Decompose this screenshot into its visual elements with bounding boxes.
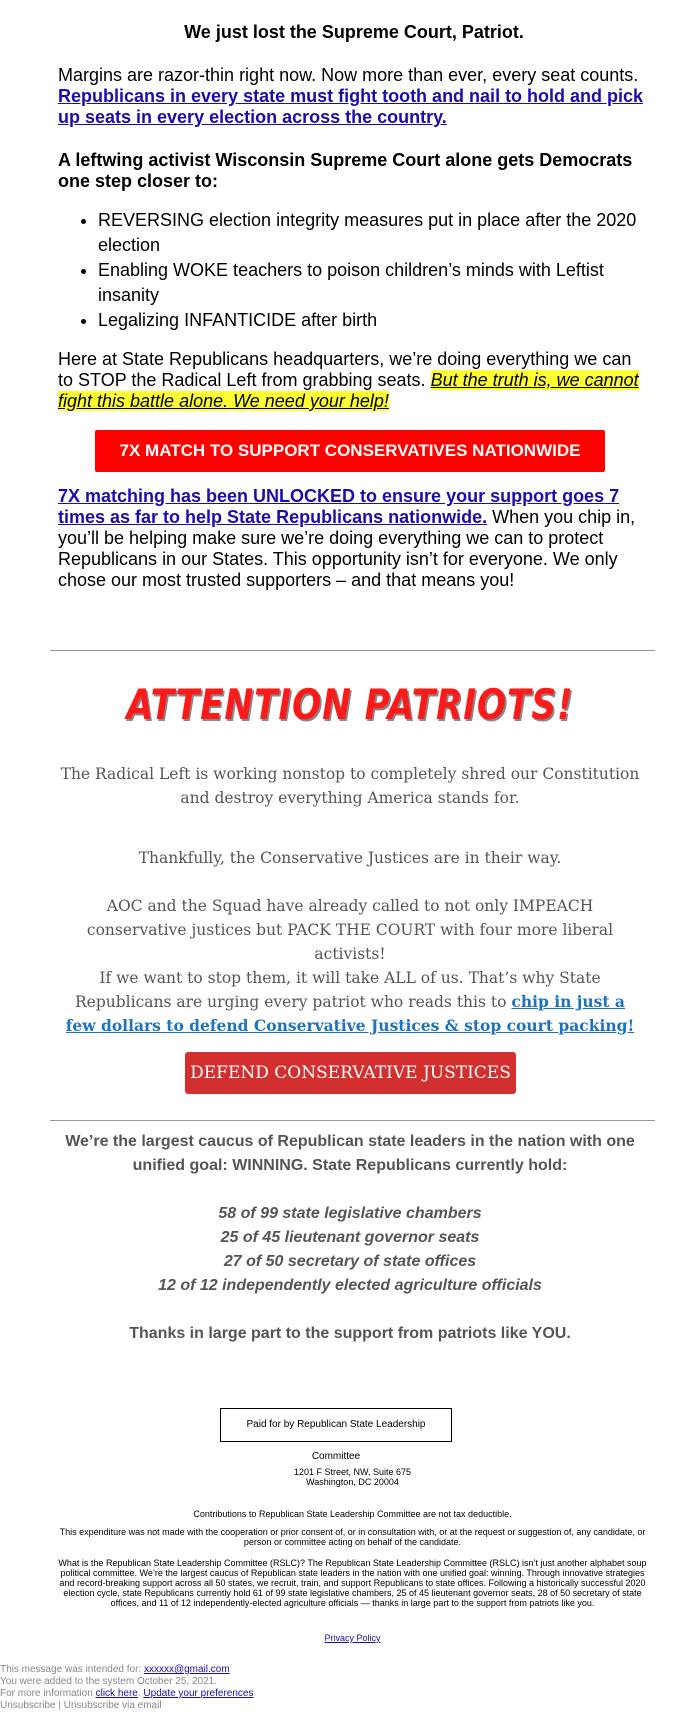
- address: [55, 1467, 650, 1487]
- stats-list: [60, 1202, 640, 1298]
- paragraph-headquarters: [58, 349, 650, 412]
- caucus-intro: We’re the largest caucus of Republican state leaders in the nation with one unified goal: WINNING. State Republicans currently hold:: [65, 1133, 635, 1174]
- email-top-section: [50, 0, 650, 591]
- stat-item: 12 of 12 independently elected agriculture officials: [158, 1277, 542, 1294]
- republicans-fight-link[interactable]: Republicans in every state must fight tooth and nail to hold and pick up seats in every election across the country.: [58, 86, 644, 127]
- intended-line: [0, 1664, 230, 1676]
- privacy-row: [55, 1633, 650, 1643]
- divider: [50, 1120, 655, 1121]
- update-preferences-link[interactable]: Update your preferences: [143, 1688, 254, 1699]
- privacy-policy-link[interactable]: Privacy Policy: [324, 1633, 381, 1643]
- stat-item: 58 of 99 state legislative chambers: [218, 1205, 482, 1222]
- match-support-button[interactable]: 7X MATCH TO SUPPORT CONSERVATIVES NATIONWIDE: [95, 430, 605, 472]
- aoc-paragraph: AOC and the Squad have already called to not only IMPEACH conservative justices but PACK THE COURT with four more liberal activists!: [86, 897, 614, 963]
- address-line-1: 1201 F Street, NW, Suite 675: [293, 1467, 412, 1477]
- rslc-about: What is the Republican State Leadership Committee (RSLC)? The Republican State Leadership Committee (RSLC) isn’t just another alphabet soup political committee. We’re the largest caucus of Republican state leaders in the nation with one unified goal: winning. Through innovative strategies and record-breaking support across all 50 states, we recruit, train, and support Republicans to state offices. Following a historically successful 2020 election cycle, state Republicans currently hold 61 of 99 state legislative chambers, 25 of 45 lieutenant governor seats, 28 of 50 secretary of state offices, and 11 of 12 independently-elected agriculture officials — thanks in large part to the support from patriots like you.: [58, 1558, 647, 1608]
- paid-for-box: Paid for by Republican State Leadership Committee: [220, 1408, 452, 1442]
- matching-unlocked-link[interactable]: 7X matching has been UNLOCKED to ensure your support goes 7 times as far to help State Republicans nationwide.: [58, 486, 620, 527]
- thanks-line: Thanks in large part to the support from patriots like YOU.: [129, 1325, 571, 1342]
- added-line: You were added to the system October 25, 2021.: [0, 1676, 217, 1687]
- justices-paragraph: Thankfully, the Conservative Justices are in their way.: [138, 849, 562, 867]
- email-link[interactable]: xxxxxx@gmail.com: [143, 1664, 230, 1675]
- consequences-list: [58, 208, 650, 333]
- list-item: • Legalizing INFANTICIDE after birth: [98, 308, 650, 333]
- stat-item: 25 of 45 lieutenant governor seats: [220, 1229, 480, 1246]
- attention-patriots-title: ATTENTION PATRIOTS!: [126, 680, 574, 729]
- more-info-line: For more information click here. Update your preferences: [0, 1688, 254, 1699]
- stat-item: 27 of 50 secretary of state offices: [223, 1253, 477, 1270]
- list-item: • Enabling WOKE teachers to poison children’s minds with Leftist insanity: [98, 258, 650, 308]
- expenditure-note: This expenditure was not made with the cooperation or prior consent of, or in consultation with, or at the request or suggestion of, any candidate, or person or committee acting on behalf of the candidate.: [59, 1527, 646, 1547]
- unsubscribe-line[interactable]: Unsubscribe | Unsubscribe via email: [0, 1700, 162, 1711]
- stop-them-paragraph: [60, 966, 640, 1038]
- stop-them-text: If we want to stop them, it will take ALL of us. That’s why State Republicans are urging every patriot who reads this to: [75, 969, 601, 1011]
- click-here-link[interactable]: click here: [95, 1688, 138, 1699]
- headline: We just lost the Supreme Court, Patriot.: [184, 22, 524, 42]
- matching-text: When you chip in, you’ll be helping make sure we’re doing everything we can to protect Republicans in our States. This opportunity isn’t for everyone. We only chose our most trusted supporters – and that means you!: [58, 507, 636, 590]
- paragraph-margins: [58, 65, 650, 128]
- headquarters-text: Here at State Republicans headquarters, we’re doing everything we can to STOP the Radical Left from grabbing seats.: [58, 349, 632, 390]
- more-info-text: For more information: [0, 1688, 93, 1699]
- wisconsin-heading: A leftwing activist Wisconsin Supreme Court alone gets Democrats one step closer to:: [58, 150, 633, 191]
- defend-justices-button[interactable]: DEFEND CONSERVATIVE JUSTICES: [185, 1052, 516, 1094]
- list-item: • REVERSING election integrity measures put in place after the 2020 election: [98, 208, 650, 258]
- address-line-2: Washington, DC 20004: [306, 1477, 399, 1487]
- chip-in-link[interactable]: chip in just a few dollars to defend Conservative Justices & stop court packing!: [65, 992, 635, 1035]
- intended-text: This message was intended for:: [0, 1664, 142, 1675]
- tax-note: Contributions to Republican State Leadership Committee are not tax deductible.: [193, 1509, 512, 1519]
- need-help-highlight: But the truth is, we cannot fight this battle alone. We need your help!: [58, 370, 639, 411]
- radical-left-paragraph: The Radical Left is working nonstop to completely shred our Constitution and destroy everything America stands for.: [60, 765, 640, 807]
- paragraph-matching: [58, 486, 650, 591]
- margins-text: Margins are razor-thin right now. Now more than ever, every seat counts.: [58, 65, 639, 85]
- divider: [50, 650, 655, 651]
